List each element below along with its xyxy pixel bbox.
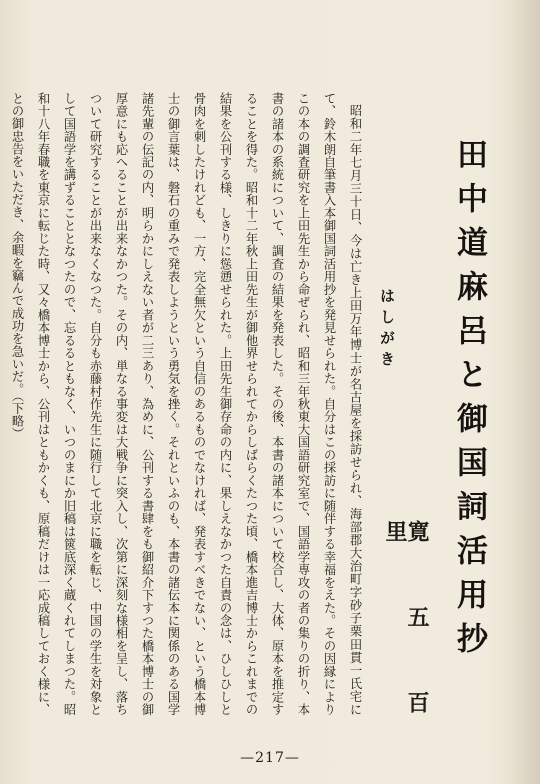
page-gutter-shadow [508, 0, 540, 784]
body-paragraph: 昭和二年七月三十日、今は亡き上田万年博士が名古屋を採訪せられ、海部郡大治町字砂子栗田貫一氏宅にて、鈴木朗自筆書入本御国詞活用抄を発見せられた。自分はこの採訪に随伴する幸福をえた。その因縁によりこの本の調査研究を上田先生から命ぜられ、昭和三年秋東大国語研究室で、国語学専攻の者の集りの折り、本書の諸本の系統について、調査の結果を発表した。その後、本書の諸本について校合し、大体、原本を推定することを得た。昭和十二年秋上田先生が御他界せられてからしばらくたつた頃、橋本進吉博士からこれまでの結果を公刊する様、しきりに慫慂せられた。上田先生御存命の内に、果しえなかつた自責の念は、ひしひしと骨肉を刺したけれども、一方、完全無欠という自信のあるものでなければ、発表すべきでない、という橋本博士の御言葉は、磐石の重みで発表しようという勇気を挫く。それといふのも、本書の諸伝本に関係のある国学諸先輩の伝記の内、明らかにしえない者が二三あり、為めに、公刊する書肆をも御紹介下すつた橋本博士の御厚意にも応へることが出来なかつた。その内、単なる事変は大戦争に突入し、次第に深刻な様相を呈し、落ちついて研究することが出来なくなつた。自分も赤藤村作先生に随行して北京に職を転じ、中国の学生を対象として国語学を講ずることとなつたので、忘るるともなく、いつのまにか旧稿は篋底深く蔵くれてしまつた。昭和十八年春職を東京に転じた時、又々橋本博士から、公刊はともかくも、原稿だけは一応成稿しておく様に、との御忠告をいただき、余暇を竊んで成功を急いだ。（下略） [10, 92, 362, 716]
page-number: —217— [240, 750, 300, 766]
author-name: 寛 五 百 里 [382, 520, 430, 742]
article-title: 田中道麻呂と御国詞活用抄 [451, 138, 487, 666]
section-heading: はしがき [378, 288, 396, 372]
